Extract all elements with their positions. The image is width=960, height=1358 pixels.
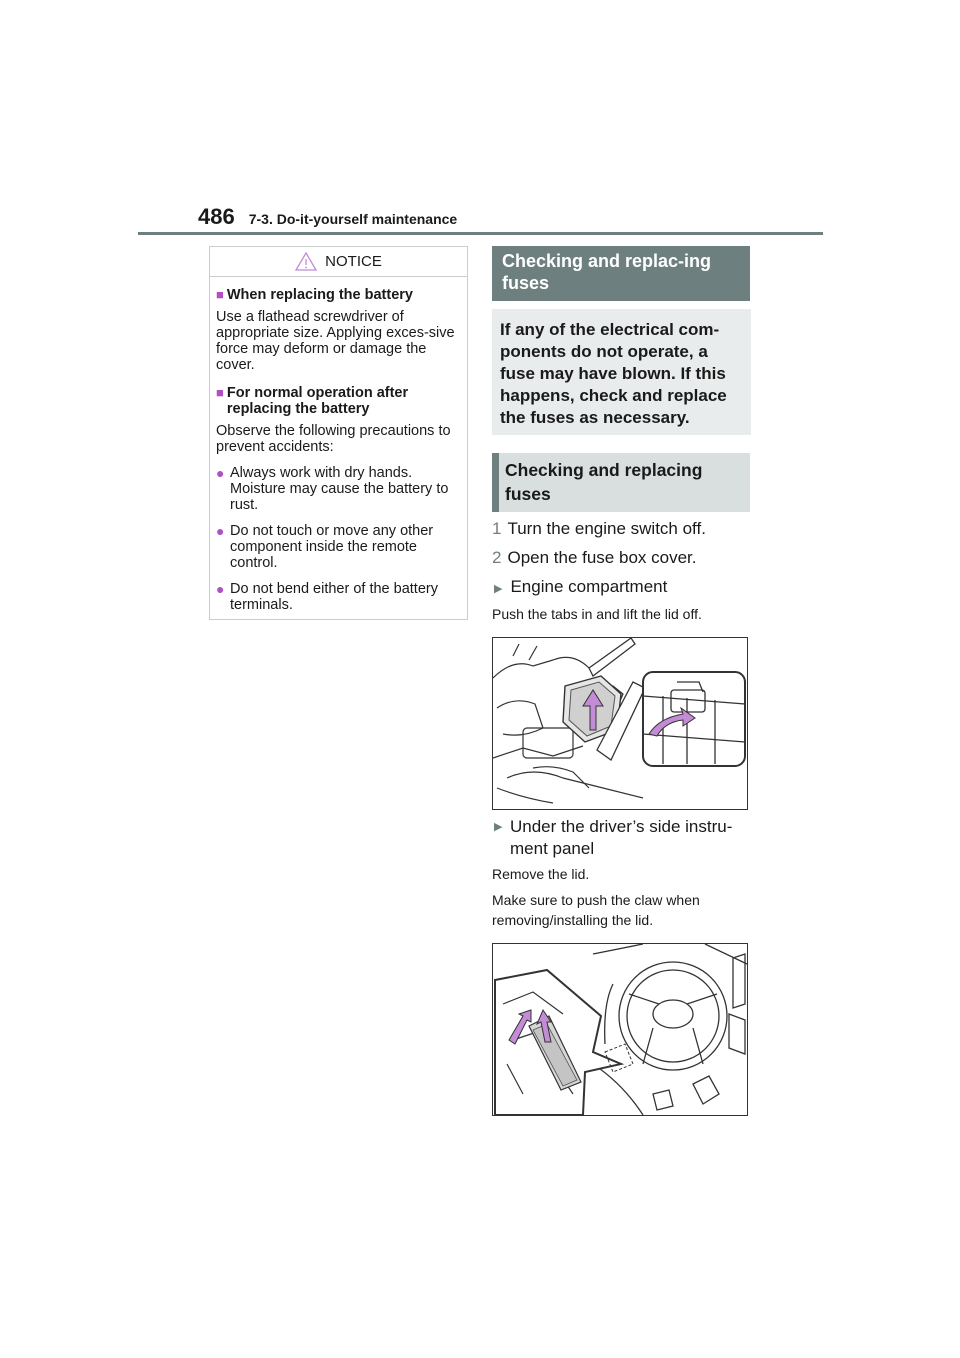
header-rule	[138, 232, 823, 235]
page-header	[198, 204, 457, 230]
main-title: Checking and replac-ing fuses	[492, 246, 750, 301]
step-1: 1 Turn the engine switch off.	[492, 519, 706, 538]
section-title: 7-3. Do-it-yourself maintenance	[248, 211, 458, 227]
step-number: 2	[492, 548, 502, 567]
bullet-dot-icon: ●	[216, 581, 225, 597]
square-bullet-icon: ■	[216, 287, 224, 302]
notice-title: NOTICE	[325, 253, 382, 270]
square-bullet-icon: ■	[216, 385, 224, 400]
bullet-dot-icon: ●	[216, 465, 225, 481]
instrument-panel-drawing	[493, 944, 747, 1115]
notice-heading-1: ■ When replacing the battery	[216, 287, 413, 303]
notice-text-1: Use a flathead screwdriver of appropriate size. Applying exces-sive force may deform or damage the cover.	[216, 309, 455, 373]
bullet-dot-icon: ●	[216, 523, 225, 539]
notice-text-2: Observe the following precautions to prevent accidents:	[216, 423, 451, 455]
notice-bullet: ● Always work with dry hands. Moisture may cause the battery to rust.	[216, 465, 449, 513]
step-number: 1	[492, 519, 502, 538]
note-engine-compartment: Push the tabs in and lift the lid off.	[492, 606, 702, 622]
note-push-claw: Make sure to push the claw when removing/installing the lid.	[492, 892, 700, 928]
location-driver-side-panel: ▶ Under the driver’s side instru-ment panel	[494, 817, 733, 858]
step-2: 2 Open the fuse box cover.	[492, 548, 697, 567]
engine-compartment-illustration	[492, 637, 748, 810]
location-engine-compartment: ▶ Engine compartment	[494, 577, 668, 596]
notice-header	[210, 247, 467, 277]
subheading: Checking and replacing fuses	[492, 453, 750, 512]
page-number: 486	[198, 204, 235, 229]
instrument-panel-illustration	[492, 943, 748, 1116]
warning-triangle-icon	[295, 252, 317, 271]
notice-bullet: ● Do not bend either of the battery terminals.	[216, 581, 438, 613]
notice-heading-2: ■ For normal operation after replacing the battery	[216, 385, 409, 417]
intro-box: If any of the electrical com-ponents do not operate, a fuse may have blown. If this happens, check and replace the fuses as necessary.	[492, 309, 751, 435]
triangle-bullet-icon: ▶	[494, 583, 503, 595]
notice-bullet: ● Do not touch or move any other component inside the remote control.	[216, 523, 434, 571]
notice-box	[209, 246, 468, 620]
note-remove-lid: Remove the lid.	[492, 866, 590, 882]
triangle-bullet-icon: ▶	[494, 821, 503, 833]
notice-body	[210, 277, 467, 613]
engine-fuse-box-drawing	[493, 638, 747, 809]
